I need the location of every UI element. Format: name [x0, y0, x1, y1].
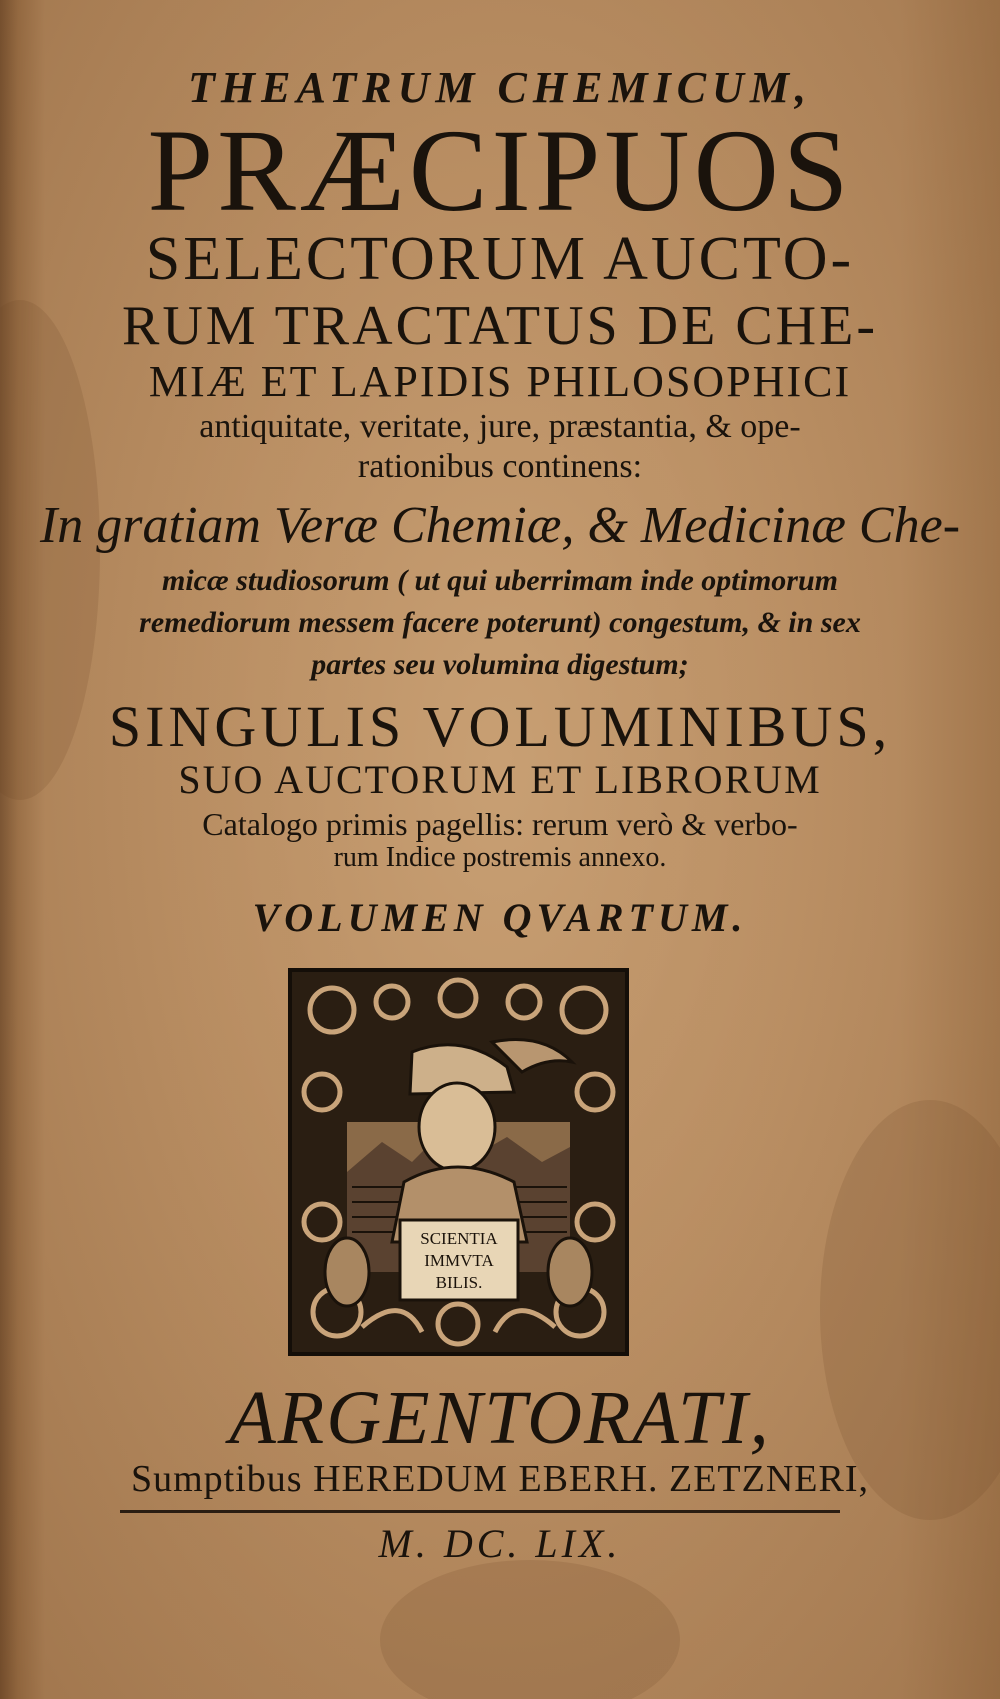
title-line-5: rationibus continens:: [357, 448, 643, 485]
minerva-emblem-illustration: [292, 972, 625, 1352]
title-line-2: RUM TRACTATUS DE CHE-: [122, 295, 878, 357]
imprint-place: ARGENTORATI,: [229, 1376, 771, 1460]
dedication-line-2: micæ studiosorum ( ut qui uberrimam inde optimorum: [162, 564, 838, 597]
volumes-line-2: SUO AUCTORUM ET LIBRORUM: [178, 757, 822, 802]
volumes-line-1: SINGULIS VOLUMINIBUS,: [108, 694, 892, 759]
emblem-motto-line-3: BILIS.: [435, 1273, 483, 1292]
imprint-date: M. DC. LIX.: [378, 1521, 622, 1566]
dedication-line-3: remediorum messem facere poterunt) congestum, & in sex: [139, 606, 861, 639]
title-line-1: SELECTORUM AUCTO-: [145, 225, 855, 293]
volumes-line-4: rum Indice postremis annexo.: [333, 842, 667, 873]
dedication-line-1: In gratiam Veræ Chemiæ, & Medicinæ Che-: [39, 497, 961, 554]
series-title: THEATRUM CHEMICUM,: [188, 63, 812, 112]
imprint-rule: [120, 1510, 840, 1513]
dedication-line-4: partes seu volumina digestum;: [311, 648, 689, 681]
main-title: PRÆCIPUOS: [147, 105, 853, 236]
imprint-publisher: Sumptibus HEREDUM EBERH. ZETZNERI,: [130, 1458, 870, 1500]
volumes-line-3: Catalogo primis pagellis: rerum verò & verbo-: [202, 806, 798, 842]
page-stain: [820, 1100, 1000, 1520]
title-line-4: antiquitate, veritate, jure, præstantia, & ope-: [199, 408, 801, 445]
printer-device-emblem: [288, 968, 629, 1356]
page-stain: [380, 1560, 680, 1699]
volume-number: VOLUMEN QVARTUM.: [252, 895, 748, 940]
title-line-3: MIÆ ET LAPIDIS PHILOSOPHICI: [148, 357, 852, 406]
emblem-motto-line-1: SCIENTIA: [420, 1229, 498, 1248]
emblem-motto-line-2: IMMVTA: [424, 1251, 494, 1270]
